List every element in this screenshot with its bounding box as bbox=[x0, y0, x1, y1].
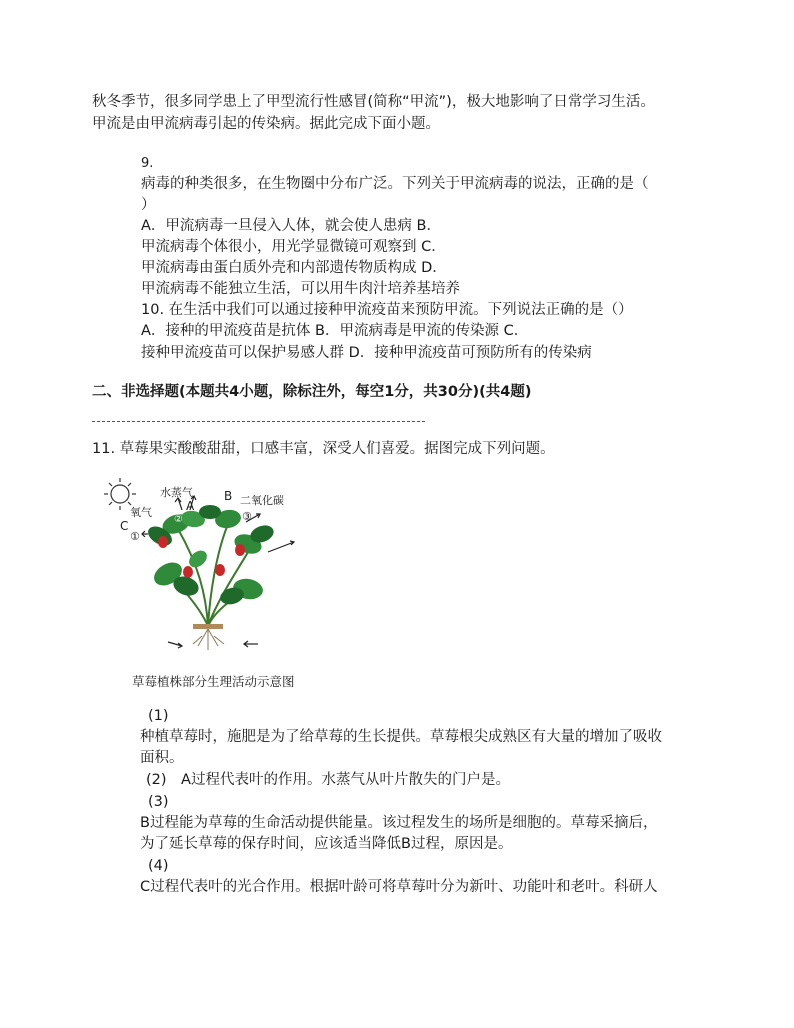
label-co2: 二氧化碳 bbox=[240, 494, 284, 507]
label-oxygen: 氧气 bbox=[130, 506, 152, 519]
label-circle-2: ② bbox=[174, 514, 183, 525]
intro-line-2: 甲流是由甲流病毒引起的传染病。据此完成下面小题。 bbox=[92, 116, 440, 132]
figure-caption: 草莓植株部分生理活动示意图 bbox=[132, 674, 295, 689]
intro-line-1: 秋冬季节，很多同学患上了甲型流行性感冒(简称“甲流”)，极大地影响了日常学习生活。 bbox=[92, 94, 655, 110]
q11-part-4-line-1: C过程代表叶的光合作用。根据叶龄可将草莓叶分为新叶、功能叶和老叶。科研人 bbox=[140, 879, 658, 895]
label-water-vapor: 水蒸气 bbox=[160, 486, 193, 499]
q9-option-line-4: 甲流病毒不能独立生活，可以用牛肉汁培养基培养 bbox=[141, 281, 460, 297]
label-B: B bbox=[224, 489, 233, 503]
section-divider bbox=[92, 421, 425, 422]
q9-option-line-3: 甲流病毒由蛋白质外壳和内部遗传物质构成 D． bbox=[141, 260, 447, 276]
section-heading: 二、非选择题(本题共4小题，除标注外，每空1分，共30分)(共4题) bbox=[92, 384, 532, 400]
q9-number: 9. bbox=[141, 156, 154, 171]
q9-option-line-1: A．甲流病毒一旦侵入人体，就会使人患病 B． bbox=[141, 218, 441, 234]
q9-option-line-2: 甲流病毒个体很小，用光学显微镜可观察到 C． bbox=[141, 239, 446, 255]
q11-part-3-line-2: 为了延长草莓的保存时间，应该适当降低B过程，原因是。 bbox=[140, 836, 513, 852]
q11-part-3-line-1: B过程能为草莓的生命活动提供能量。该过程发生的场所是细胞的。草莓采摘后， bbox=[140, 815, 658, 831]
q11-part-1-number: (1) bbox=[148, 708, 169, 724]
label-A: A bbox=[186, 499, 195, 513]
q11-part-4-number: (4) bbox=[148, 858, 169, 874]
q10-option-line-1: A．接种的甲流疫苗是抗体 B．甲流病毒是甲流的传染源 C． bbox=[141, 323, 529, 339]
soil-and-roots bbox=[193, 624, 224, 650]
strawberry-plant-diagram bbox=[98, 474, 320, 660]
q11-part-1-line-1: 种植草莓时，施肥是为了给草莓的生长提供。草莓根尖成熟区有大量的增加了吸收 bbox=[140, 729, 662, 745]
q11-part-3-number: (3) bbox=[148, 794, 169, 810]
q11-stem: 11. 草莓果实酸酸甜甜，口感丰富，深受人们喜爱。据图完成下列问题。 bbox=[92, 441, 555, 457]
label-circle-3: ③ bbox=[242, 510, 252, 523]
q10-stem: 10. 在生活中我们可以通过接种甲流疫苗来预防甲流。下列说法正确的是（） bbox=[141, 302, 633, 318]
q9-stem-line-2: ） bbox=[141, 197, 156, 213]
q11-part-1-line-2: 面积。 bbox=[140, 750, 184, 766]
label-C: C bbox=[120, 519, 129, 533]
q10-option-line-2: 接种甲流疫苗可以保护易感人群 D．接种甲流疫苗可预防所有的传染病 bbox=[141, 345, 592, 361]
q9-stem-line-1: 病毒的种类很多，在生物圈中分布广泛。下列关于甲流病毒的说法，正确的是（ bbox=[141, 176, 649, 192]
label-circle-1: ① bbox=[130, 530, 140, 543]
q11-part-2-line: (2) A过程代表叶的作用。水蒸气从叶片散失的门户是。 bbox=[146, 772, 510, 788]
